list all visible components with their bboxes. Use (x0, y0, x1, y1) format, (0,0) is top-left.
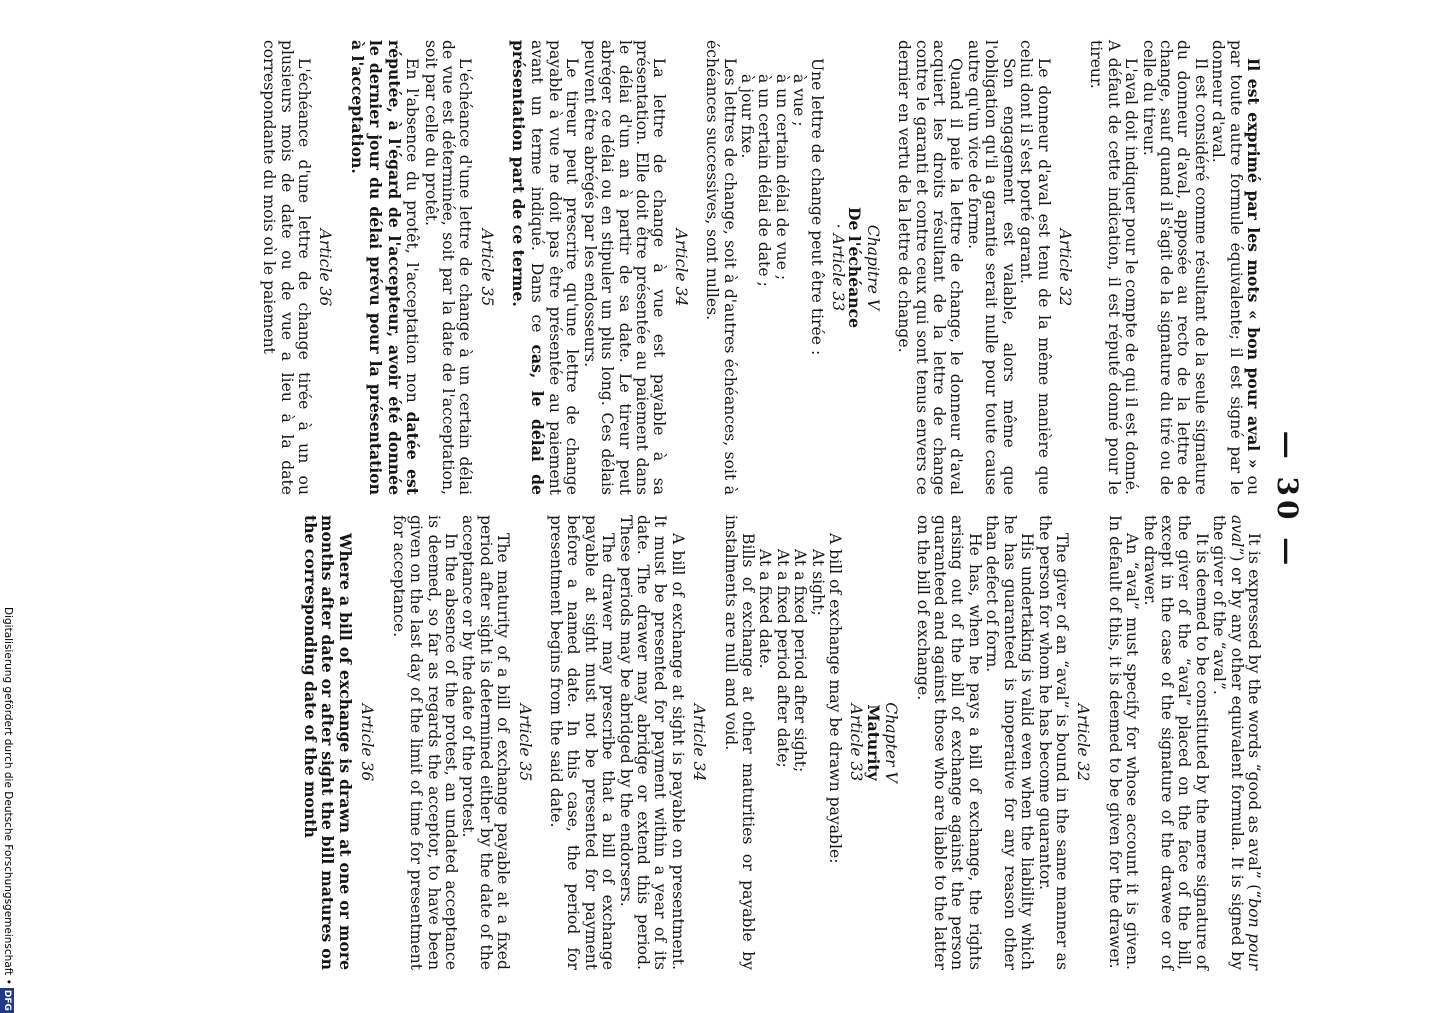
en-article-35-paragraph-1: The maturity of a bill of exchange payable at a fixed period after sight is determined either by the date of the acceptance or by the date of the protest. (459, 515, 513, 970)
en-chapter-subtitle: Maturity (863, 704, 883, 781)
en-article-33-list (756, 515, 826, 970)
fr-article-35-paragraph-1: L'échéance d'une lettre de change à un certain délai de vue est déterminée, soit par la date de l'acceptation, soit par celle du protêt. (421, 40, 475, 495)
fr-list-item: à un certain délai de vue ; (772, 74, 791, 281)
fr-list-item: à vue ; (790, 74, 809, 127)
fr-article-34-title: Article 34 (671, 228, 690, 307)
fr-article-34-p2-start: Le tireur peut prescrire qu'une lettre de change payable à vue ne doit pas être présentée au paiement avant un terme indiqué. Dans ce (527, 40, 582, 495)
fr-article-35-p2-start: En l'absence du protêt, l'acceptation non (403, 58, 422, 412)
fr-article-35-title: Article 35 (477, 228, 496, 307)
page-number: — 30 — (1271, 430, 1304, 570)
en-article-35-paragraph-2: In the absence of the protest, an undated acceptance is deemed, so far as regards the acceptor, to have been given on the last day of the limit of time for presentment for acceptance. (389, 515, 460, 970)
fr-intro-paragraph-3: L'aval doit indiquer pour le compte de qui il est donné. A défaut de cette indication, il est réputé donné pour le tireur. (1087, 40, 1141, 495)
en-list-item: At a fixed date. (756, 549, 775, 669)
fr-article-33-paragraph-1: Une lettre de change peut être tirée : (807, 58, 826, 356)
fr-article-33-list (738, 40, 808, 495)
en-chapter-title: Chapter V (882, 702, 901, 783)
fr-intro-paragraph-2: Il est considéré comme résultant de la seule signature du donneur d'aval, apposée au recto de la lettre de change, sauf quand il s'agit de la signature du tiré ou de celle du tireur. (1139, 40, 1210, 495)
fr-article-32-paragraph-3: Quand il paie la lettre de change, le donneur d'aval acquiert les droits résultant de la lettre de change contre le garanti et contre ceux qui sont tenus envers ce dernier en vertu de la lettre de change. (895, 40, 966, 495)
en-article-33-paragraph-2: Bills of exchange at other maturities or payable by instalments are null and void. (721, 515, 758, 970)
en-article-33-title: Article 33 (847, 703, 866, 782)
fr-article-35-paragraph-2 (348, 40, 422, 495)
en-article-36-paragraph-1: Where a bill of exchange is drawn at one or more months after date or after sight the bill matures on the corresponding date of the month (301, 515, 355, 970)
en-article-33-paragraph-1: A bill of exchange may be drawn payable: (826, 533, 845, 864)
en-intro-paragraph-2: It is deemed to be constituted by the mere signature of the giver of the “aval” placed on the face of the bill, except in the case of the signature of the drawee or of the drawer. (1140, 515, 1211, 970)
en-intro-italic: bon pour aval (1227, 515, 1263, 970)
en-intro-end: ”) or by any other equivalent formula. It is signed by the giver of the “aval”. (1210, 515, 1246, 970)
en-article-35-title: Article 35 (515, 703, 534, 782)
fr-chapter-title: Chapitre V (863, 224, 882, 311)
fr-article-34-p2-end: cas, le délai de présentation part de ce terme. (509, 40, 547, 495)
fr-article-34-paragraph-2 (509, 40, 581, 495)
french-column (260, 40, 1262, 495)
fr-article-32-title: Article 32 (1055, 228, 1074, 307)
fr-list-item: à jour fixe. (738, 74, 757, 159)
en-list-item: At a fixed period after date; (773, 549, 792, 768)
fr-intro-paragraph-1 (1209, 40, 1262, 495)
fr-article-36-paragraph-1: L'échéance d'une lettre de change tirée à un ou plusieurs mois de date ou de vue a lieu à la date correspondante du mois où le paiement (260, 40, 314, 495)
en-intro-paragraph-1 (1210, 515, 1262, 970)
en-article-34-paragraph-2: The drawer may prescribe that a bill of exchange payable at sight must not be presented for payment before a named date. In this case, the period for presentment begins from the said date. (546, 515, 618, 970)
fr-article-35-p2-end: datée est réputée, à l'égard de l'accepteur, avoir été donnée le dernier jour du délai prévu pour la présentation à l'acceptation. (347, 40, 423, 495)
fr-intro-rest: ou par toute autre formule équivalente; il est signé par le donneur d'aval. (1209, 40, 1262, 496)
en-article-32-paragraph-3: He has, when he pays a bill of exchange, the rights arising out of the bill of exchange against the person guaranteed and against those who are liable to the latter on the bill of exchange. (913, 515, 984, 970)
dfg-logo: DFG (2, 989, 12, 1011)
en-article-32-title: Article 32 (1074, 703, 1093, 782)
fr-article-34-paragraph-1: La lettre de change à vue est payable à sa présentation. Elle doit être présentée au paiement dans le délai d'un an à partir de sa date. Le tireur peut abréger ce délai ou en stipuler un plus long. Ces délais peuvent être abrégés par les endosseurs. (580, 40, 669, 495)
en-article-32-paragraph-2: His undertaking is valid even when the liability which he has guaranteed is inoperative for any reason other than defect of form. (983, 515, 1037, 970)
digitization-credit-text: Digitalisierung gefördert durch die Deutsche Forschungsgemeinschaft •DFG (2, 607, 14, 1011)
english-column (302, 515, 1262, 970)
en-article-34-paragraph-1: A bill of exchange at sight is payable on presentment. It must be presented for payment within a year of its date. The drawer may abridge or extend this period. These periods may be abridged by the endorsers. (616, 515, 687, 970)
en-article-36-title: Article 36 (358, 703, 377, 782)
en-list-item: At a fixed period after sight; (791, 549, 810, 773)
fr-article-33-title: · Article 33 (829, 223, 848, 312)
fr-article-33-paragraph-2: Les lettres de change, soit à d'autres échéances, soit à échéances successives, sont nulles. (703, 40, 739, 495)
fr-chapter-subtitle: De l'échéance (845, 206, 865, 329)
fr-article-32-paragraph-2: Son engagement est valable, alors même que l'obligation qu'il a garantie serait nulle pour toute cause autre qu'un vice de forme. (964, 40, 1018, 495)
fr-intro-bold: Il est exprimé par les mots « bon pour aval » (1244, 58, 1263, 469)
en-article-32-paragraph-1: The giver of an “aval” is bound in the same manner as the person for whom he has become guarantor. (1035, 515, 1071, 970)
en-article-34-title: Article 34 (690, 703, 709, 782)
en-list-item: At sight; (808, 549, 827, 616)
fr-article-36-title: Article 36 (316, 228, 335, 307)
en-intro-paragraph-3: An “aval” must specify for whose account it is given. In default of this, it is deemed to be given for the drawer. (1105, 515, 1142, 970)
fr-article-32-paragraph-1: Le donneur d'aval est tenu de la même manière que celui dont il s'est porté garant. (1017, 40, 1053, 495)
en-intro-start: It is expressed by the words “good as aval” (“ (1245, 533, 1263, 899)
fr-list-item: à un certain délai de date ; (755, 74, 774, 287)
